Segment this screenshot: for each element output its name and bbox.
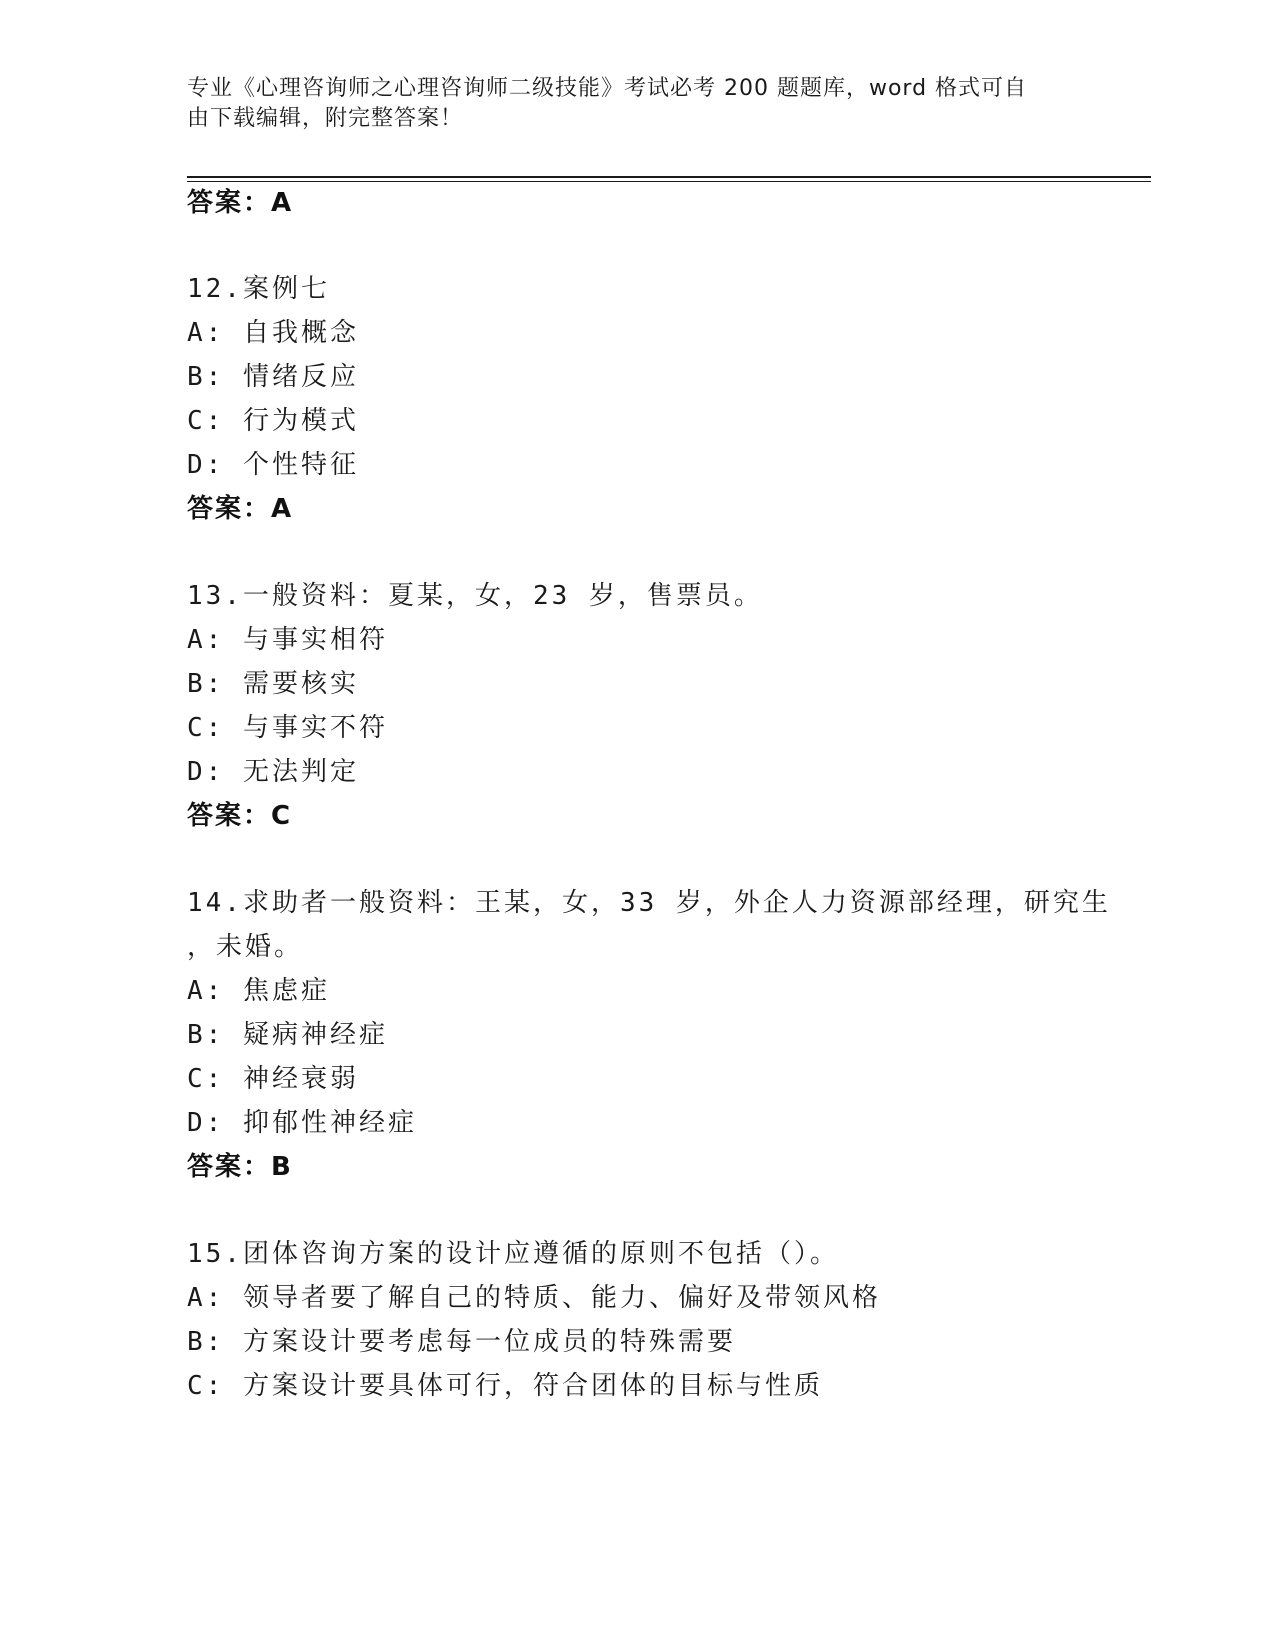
option-d: D: 抑郁性神经症 <box>187 1108 417 1138</box>
option-d: D: 无法判定 <box>187 757 359 787</box>
answer-line: 答案：B <box>187 1152 293 1182</box>
option-c: C: 与事实不符 <box>187 713 388 743</box>
document-header <box>187 74 1067 134</box>
option-b: B: 情绪反应 <box>187 362 359 392</box>
question-stem: 12.案例七 <box>187 274 330 304</box>
question-stem: 14.求助者一般资料：王某，女，33 岁，外企人力资源部经理，研究生 <box>187 888 1111 918</box>
option-a: A: 自我概念 <box>187 318 359 348</box>
option-a: A: 焦虑症 <box>187 976 330 1006</box>
option-c: C: 方案设计要具体可行，符合团体的目标与性质 <box>187 1371 823 1401</box>
answer-line: 答案：A <box>187 494 294 524</box>
answer-line: 答案：C <box>187 801 293 831</box>
header-line-1: 专业《心理咨询师之心理咨询师二级技能》考试必考 200 题题库，word 格式可自 <box>187 76 1028 101</box>
header-rule-thin <box>187 181 1151 182</box>
option-c: C: 神经衰弱 <box>187 1064 359 1094</box>
option-a: A: 领导者要了解自己的特质、能力、偏好及带领风格 <box>187 1283 881 1313</box>
question-stem: 13.一般资料：夏某，女，23 岁，售票员。 <box>187 581 763 611</box>
header-rule-thick <box>187 176 1151 178</box>
option-a: A: 与事实相符 <box>187 625 388 655</box>
header-line-2: 由下载编辑，附完整答案！ <box>187 106 464 131</box>
question-stem: 15.团体咨询方案的设计应遵循的原则不包括（）。 <box>187 1239 839 1269</box>
option-b: B: 方案设计要考虑每一位成员的特殊需要 <box>187 1327 736 1357</box>
option-b: B: 需要核实 <box>187 669 359 699</box>
question-stem-continued: ，未婚。 <box>187 932 304 962</box>
option-b: B: 疑病神经症 <box>187 1020 388 1050</box>
option-d: D: 个性特征 <box>187 450 359 480</box>
answer-line: 答案：A <box>187 188 294 218</box>
option-c: C: 行为模式 <box>187 406 359 436</box>
